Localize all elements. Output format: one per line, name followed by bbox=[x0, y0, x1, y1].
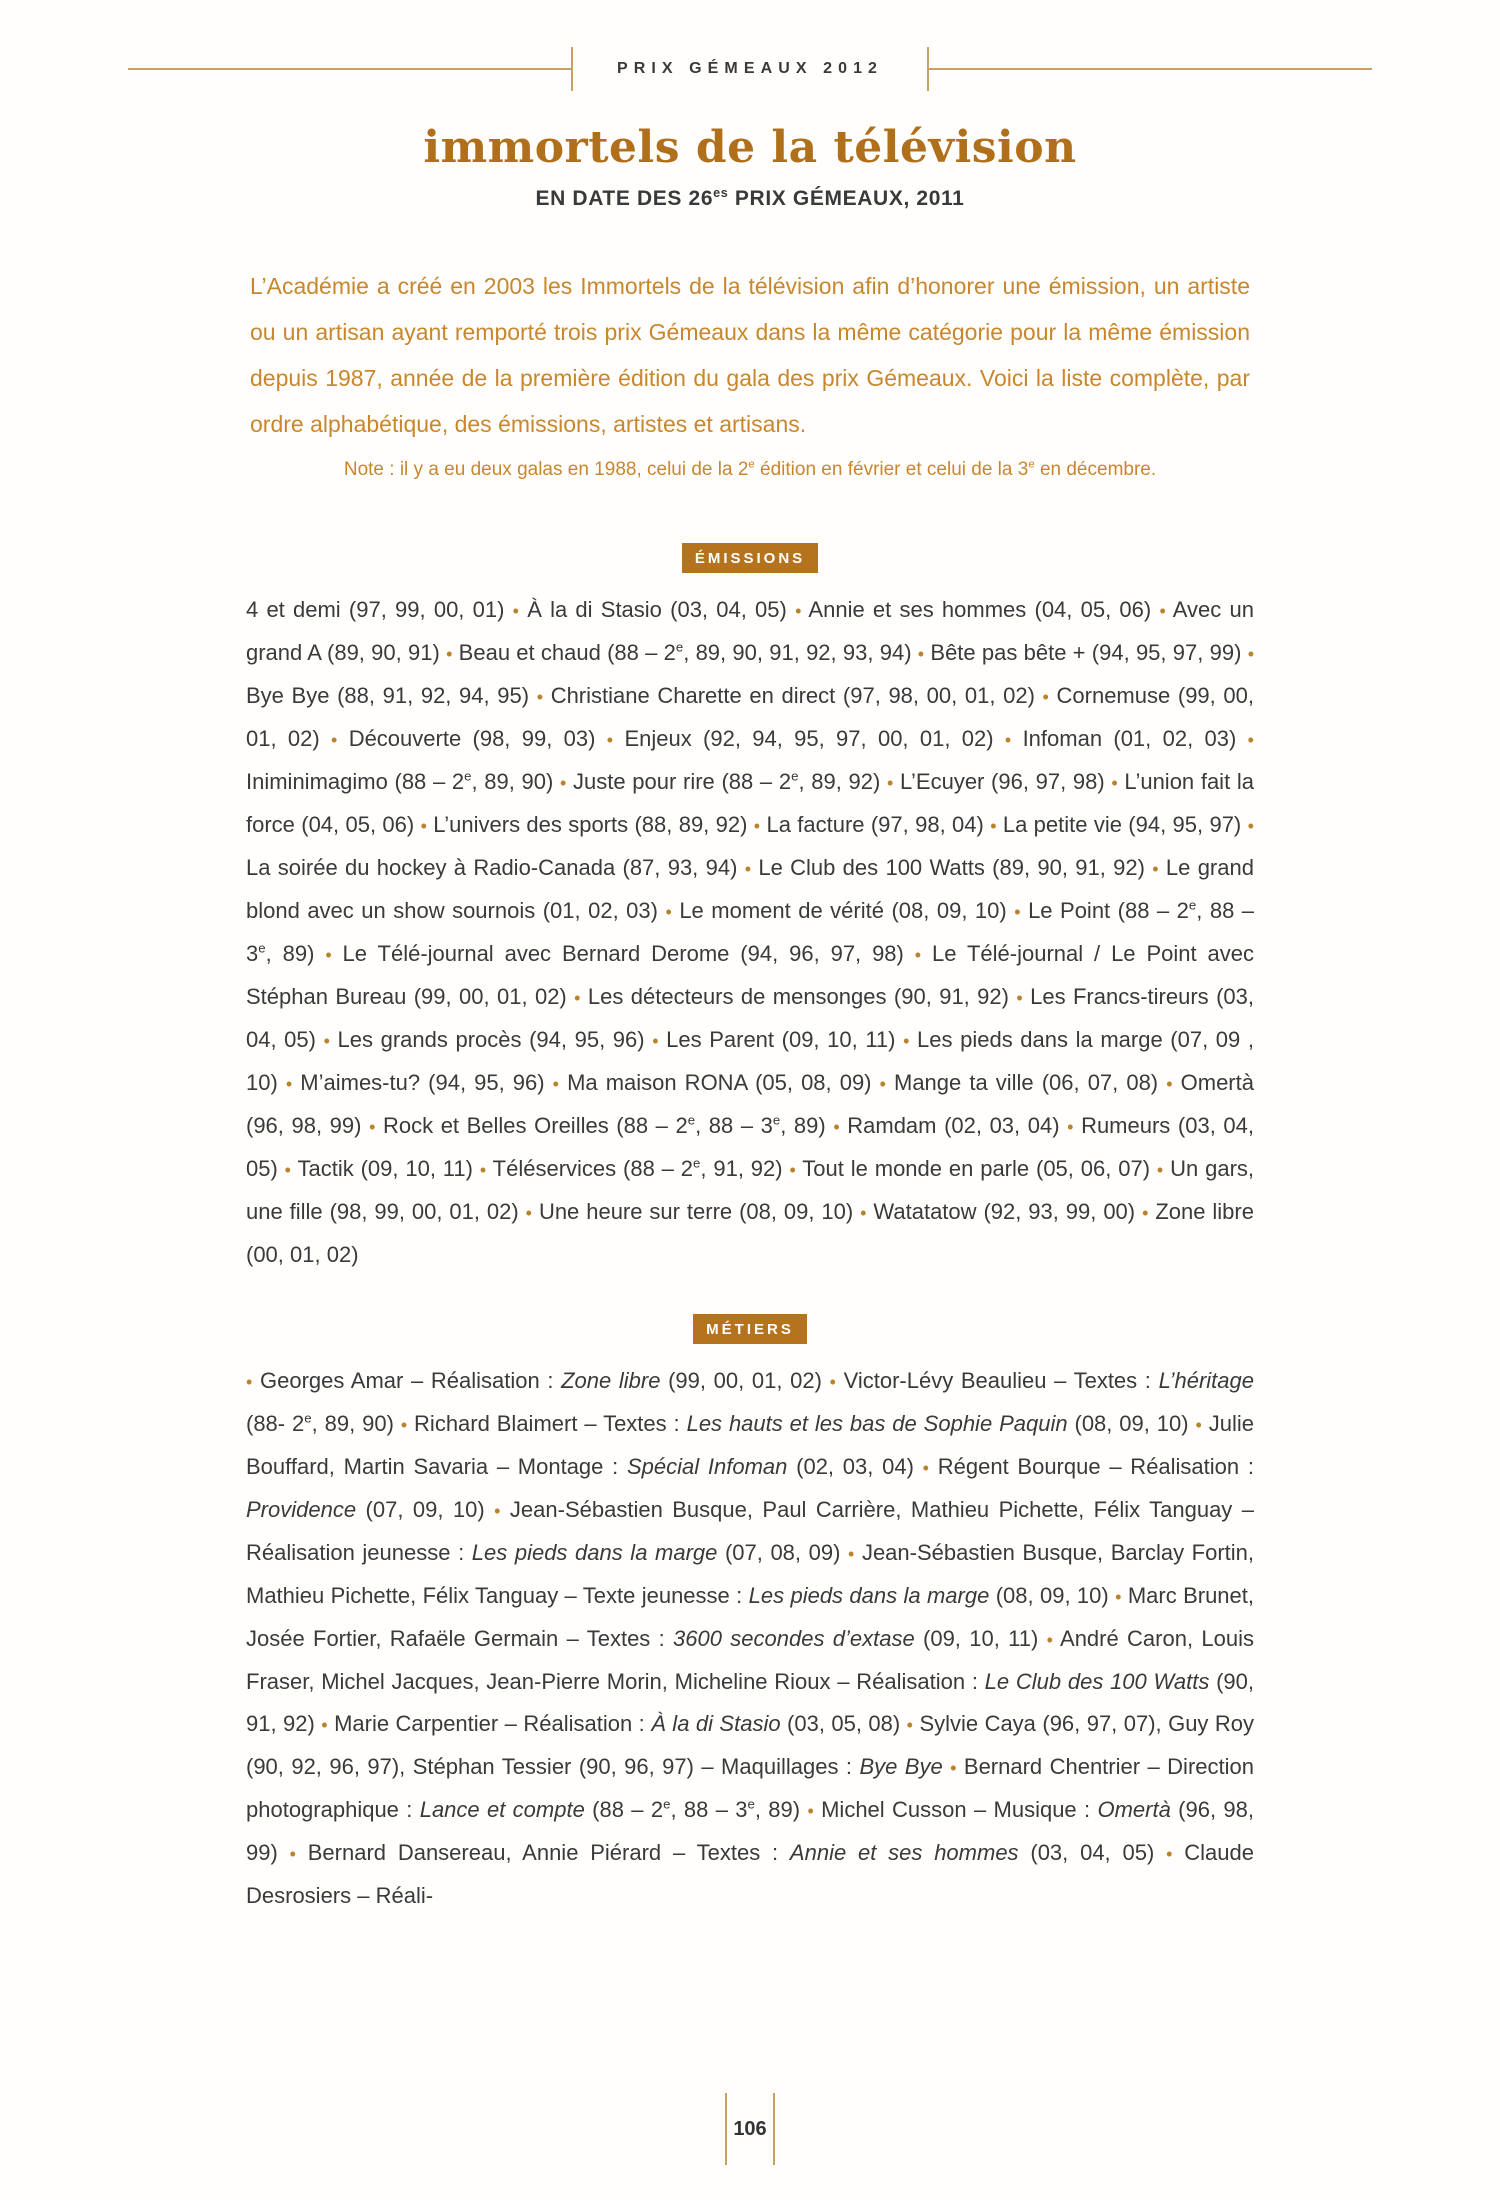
list-item: Bye Bye (88, 91, 92, 94, 95) bbox=[246, 683, 530, 708]
intro-paragraph: L’Académie a créé en 2003 les Immortels de la télévision afin d’honorer une émission, un artiste ou un artisan ayant remporté trois prix Gémeaux dans la même catégorie pour la même émission depuis 1987, année de la première édition du gala des prix Gémeaux. Voici la liste complète, par ordre alphabétique, des émissions, artistes et artisans. bbox=[250, 273, 1250, 437]
list-item: Le Télé-journal / Le Point avec Stéphan Bureau (99, 00, 01, 02) bbox=[246, 941, 1254, 1009]
bullet-separator-icon: • bbox=[560, 773, 567, 793]
list-item: Ma maison RONA (05, 08, 09) bbox=[567, 1070, 872, 1095]
bullet-separator-icon: • bbox=[789, 1160, 796, 1180]
bullet-separator-icon: • bbox=[1111, 773, 1118, 793]
list-item: André Caron, Louis Fraser, Michel Jacques, Jean-Pierre Morin, Micheline Rioux – Réalisation : Le Club des 100 Watts (90, 91, 92) bbox=[246, 1626, 1254, 1736]
list-item: Les Parent (09, 10, 11) bbox=[666, 1027, 896, 1052]
bullet-separator-icon: • bbox=[1247, 730, 1254, 750]
bullet-separator-icon: • bbox=[325, 945, 332, 965]
list-item: Les Francs-tireurs (03, 04, 05) bbox=[246, 984, 1254, 1052]
note-line: Note : il y a eu deux galas en 1988, celui de la 2e édition en février et celui de la 3e en décembre. bbox=[343, 458, 1157, 480]
bullet-separator-icon: • bbox=[1004, 730, 1012, 750]
bullet-separator-icon: • bbox=[833, 1117, 840, 1137]
list-item: Sylvie Caya (96, 97, 07), Guy Roy (90, 92, 96, 97), Stéphan Tessier (90, 96, 97) – Maquillages : Bye Bye bbox=[246, 1711, 1254, 1779]
bullet-separator-icon: • bbox=[1195, 1415, 1202, 1435]
list-item: À la di Stasio (03, 04, 05) bbox=[527, 597, 787, 622]
list-item: Le Télé-journal avec Bernard Derome (94, 96, 97, 98) bbox=[342, 941, 904, 966]
bullet-separator-icon: • bbox=[848, 1544, 855, 1564]
list-item: Bernard Chentrier – Direction photographique : Lance et compte (88 – 2e, 88 – 3e, 89) bbox=[246, 1754, 1254, 1822]
list-item: Watatatow (92, 93, 99, 00) bbox=[873, 1199, 1136, 1224]
list-item: Rock et Belles Oreilles (88 – 2e, 88 – 3e, 89) bbox=[382, 1112, 826, 1138]
list-item: Iniminimagimo (88 – 2e, 89, 90) bbox=[246, 768, 554, 794]
page-subtitle: EN DATE DES $26^{es}$ PRIX GÉMEAUX, 2011 bbox=[535, 186, 965, 210]
list-item: Marie Carpentier – Réalisation : À la di Stasio (03, 05, 08) bbox=[334, 1711, 901, 1736]
list-item: Les pieds dans la marge (07, 09 , 10) bbox=[246, 1027, 1254, 1095]
list-item: Une heure sur terre (08, 09, 10) bbox=[538, 1199, 854, 1224]
list-item: Mange ta ville (06, 07, 08) bbox=[894, 1070, 1159, 1095]
bullet-separator-icon: • bbox=[1152, 859, 1159, 879]
list-item: Zone libre (00, 01, 02) bbox=[246, 1199, 1254, 1267]
list-item: Régent Bourque – Réalisation : Providence (07, 09, 10) bbox=[246, 1454, 1254, 1522]
bullet-separator-icon: • bbox=[479, 1160, 487, 1180]
emissions-list bbox=[246, 589, 1254, 1276]
bullet-separator-icon: • bbox=[321, 1715, 328, 1735]
bullet-separator-icon: • bbox=[536, 687, 544, 707]
bullet-separator-icon: • bbox=[285, 1074, 293, 1094]
bullet-separator-icon: • bbox=[886, 773, 894, 793]
bullet-separator-icon: • bbox=[1016, 988, 1023, 1008]
list-item: La petite vie (94, 95, 97) bbox=[1002, 812, 1242, 837]
list-item: L’univers des sports (88, 89, 92) bbox=[433, 812, 748, 837]
page-footer bbox=[0, 2093, 1500, 2165]
list-item: Un gars, une fille (98, 99, 00, 01, 02) bbox=[246, 1156, 1255, 1224]
list-item: Tout le monde en parle (05, 06, 07) bbox=[802, 1156, 1151, 1181]
bullet-separator-icon: • bbox=[1159, 601, 1166, 621]
emissions-badge-row bbox=[0, 543, 1500, 573]
metiers-badge-row bbox=[0, 1314, 1500, 1344]
list-item: Infoman (01, 02, 03) bbox=[1022, 726, 1237, 751]
bullet-separator-icon: • bbox=[246, 1372, 253, 1392]
list-item: Bernard Dansereau, Annie Piérard – Textes : Annie et ses hommes (03, 04, 05) bbox=[307, 1840, 1155, 1865]
list-item: Avec un grand A (89, 90, 91) bbox=[246, 597, 1254, 665]
bullet-separator-icon: • bbox=[807, 1801, 814, 1821]
metiers-list bbox=[246, 1360, 1254, 1917]
bullet-separator-icon: • bbox=[1142, 1203, 1149, 1223]
page-number: 106 bbox=[733, 2117, 767, 2140]
bullet-separator-icon: • bbox=[1247, 644, 1255, 664]
list-item: Cornemuse (99, 00, 01, 02) bbox=[246, 683, 1254, 751]
page-title: immortels de la télévision bbox=[423, 122, 1077, 173]
bullet-separator-icon: • bbox=[795, 601, 802, 621]
bullet-separator-icon: • bbox=[950, 1758, 957, 1778]
list-item: Christiane Charette en direct (97, 98, 00, 01, 02) bbox=[550, 683, 1035, 708]
bullet-separator-icon: • bbox=[906, 1715, 913, 1735]
list-item: Jean-Sébastien Busque, Barclay Fortin, Mathieu Pichette, Félix Tanguay – Texte jeunesse : Les pieds dans la marge (08, 09, 10) bbox=[246, 1540, 1255, 1608]
bullet-separator-icon: • bbox=[744, 859, 752, 879]
list-item: L’union fait la force (04, 05, 06) bbox=[246, 769, 1254, 837]
list-item: Les grands procès (94, 95, 96) bbox=[337, 1027, 645, 1052]
bullet-separator-icon: • bbox=[753, 816, 761, 836]
header-label: PRIX GÉMEAUX 2012 bbox=[616, 60, 884, 77]
bullet-separator-icon: • bbox=[860, 1203, 867, 1223]
list-item: Bête pas bête + (94, 95, 97, 99) bbox=[930, 640, 1242, 665]
list-item: Enjeux (92, 94, 95, 97, 00, 01, 02) bbox=[624, 726, 994, 751]
list-item: Le Club des 100 Watts (89, 90, 91, 92) bbox=[758, 855, 1145, 880]
list-item: La soirée du hockey à Radio-Canada (87, 93, 94) bbox=[246, 855, 738, 880]
bullet-separator-icon: • bbox=[1115, 1587, 1122, 1607]
list-item: Victor-Lévy Beaulieu – Textes : L’héritage (88- 2e, 89, 90) bbox=[246, 1368, 1254, 1436]
bullet-separator-icon: • bbox=[606, 730, 614, 750]
bullet-separator-icon: • bbox=[1042, 687, 1049, 707]
list-item: La facture (97, 98, 04) bbox=[766, 812, 984, 837]
list-item: Ramdam (02, 03, 04) bbox=[847, 1113, 1060, 1138]
bullet-separator-icon: • bbox=[331, 730, 338, 750]
bullet-separator-icon: • bbox=[574, 988, 581, 1008]
bullet-separator-icon: • bbox=[1156, 1160, 1164, 1180]
bullet-separator-icon: • bbox=[289, 1844, 296, 1864]
bullet-separator-icon: • bbox=[652, 1031, 659, 1051]
bullet-separator-icon: • bbox=[829, 1372, 836, 1392]
bullet-separator-icon: • bbox=[903, 1031, 910, 1051]
list-item: Tactik (09, 10, 11) bbox=[297, 1156, 473, 1181]
bullet-separator-icon: • bbox=[1247, 816, 1254, 836]
bullet-separator-icon: • bbox=[494, 1501, 501, 1521]
bullet-separator-icon: • bbox=[552, 1074, 559, 1094]
list-item: L’Ecuyer (96, 97, 98) bbox=[900, 769, 1105, 794]
list-item: Rumeurs (03, 04, 05) bbox=[246, 1113, 1254, 1181]
list-item: Marc Brunet, Josée Fortier, Rafaële Germain – Textes : 3600 secondes d’extase (09, 10, 11) bbox=[246, 1583, 1254, 1651]
list-item: Le Point (88 – 2e, 88 – 3e, 89) bbox=[246, 897, 1255, 966]
list-item: Julie Bouffard, Martin Savaria – Montage : Spécial Infoman (02, 03, 04) bbox=[246, 1411, 1254, 1479]
list-item: Omertà (96, 98, 99) bbox=[246, 1070, 1254, 1138]
list-item: M’aimes-tu? (94, 95, 96) bbox=[300, 1070, 545, 1095]
bullet-separator-icon: • bbox=[525, 1203, 532, 1223]
bullet-separator-icon: • bbox=[879, 1074, 886, 1094]
bullet-separator-icon: • bbox=[323, 1031, 330, 1051]
bullet-separator-icon: • bbox=[1014, 902, 1021, 922]
bullet-separator-icon: • bbox=[922, 1458, 929, 1478]
section-badge-metiers: MÉTIERS bbox=[693, 1314, 807, 1344]
page-header bbox=[128, 46, 1372, 92]
bullet-separator-icon: • bbox=[665, 902, 672, 922]
bullet-separator-icon: • bbox=[400, 1415, 408, 1435]
bullet-separator-icon: • bbox=[1067, 1117, 1074, 1137]
bullet-separator-icon: • bbox=[990, 816, 997, 836]
list-item: Beau et chaud (88 – 2e, 89, 90, 91, 92, 93, 94) bbox=[458, 639, 912, 665]
list-item: 4 et demi (97, 99, 00, 01) bbox=[246, 597, 505, 622]
bullet-separator-icon: • bbox=[1166, 1844, 1173, 1864]
list-item: Le moment de vérité (08, 09, 10) bbox=[679, 898, 1007, 923]
bullet-separator-icon: • bbox=[917, 644, 925, 664]
bullet-separator-icon: • bbox=[1046, 1630, 1053, 1650]
list-item: Annie et ses hommes (04, 05, 06) bbox=[808, 597, 1152, 622]
bullet-separator-icon: • bbox=[284, 1160, 291, 1180]
footer-tick-right bbox=[773, 2093, 775, 2165]
list-item: Téléservices (88 – 2e, 91, 92) bbox=[492, 1155, 783, 1181]
bullet-separator-icon: • bbox=[914, 945, 922, 965]
section-badge-emissions: ÉMISSIONS bbox=[682, 543, 818, 573]
list-item: Claude Desrosiers – Réali- bbox=[246, 1840, 1254, 1908]
list-item: Georges Amar – Réalisation : Zone libre (99, 00, 01, 02) bbox=[259, 1368, 822, 1393]
list-item: Juste pour rire (88 – 2e, 89, 92) bbox=[573, 768, 881, 794]
bullet-separator-icon: • bbox=[1166, 1074, 1173, 1094]
list-item: Le grand blond avec un show sournois (01, 02, 03) bbox=[246, 855, 1254, 923]
list-item: Michel Cusson – Musique : Omertà (96, 98, 99) bbox=[246, 1797, 1254, 1865]
list-item: Découverte (98, 99, 03) bbox=[348, 726, 596, 751]
header-rule-left bbox=[128, 68, 571, 70]
header-rule-right bbox=[929, 68, 1372, 70]
bullet-separator-icon: • bbox=[369, 1117, 376, 1137]
bullet-separator-icon: • bbox=[446, 644, 453, 664]
list-item: Richard Blaimert – Textes : Les hauts et les bas de Sophie Paquin (08, 09, 10) bbox=[414, 1411, 1189, 1436]
list-item: Les détecteurs de mensonges (90, 91, 92) bbox=[587, 984, 1009, 1009]
list-item: Jean-Sébastien Busque, Paul Carrière, Mathieu Pichette, Félix Tanguay – Réalisation jeunesse : Les pieds dans la marge (07, 08, 09) bbox=[246, 1497, 1254, 1565]
bullet-separator-icon: • bbox=[420, 816, 427, 836]
bullet-separator-icon: • bbox=[512, 601, 519, 621]
